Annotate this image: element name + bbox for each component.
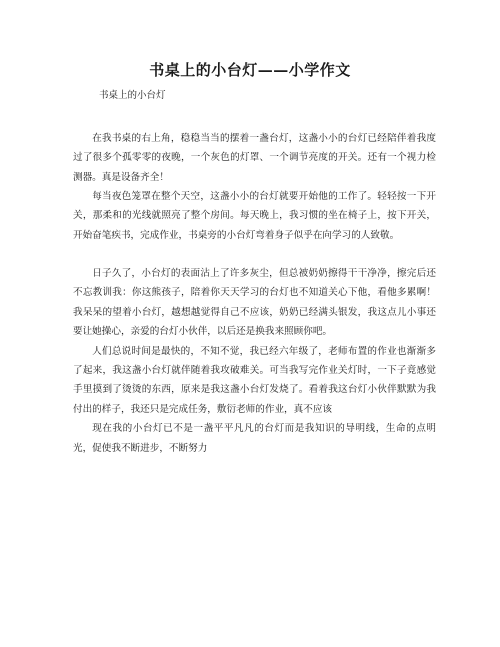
paragraph: 在我书桌的右上角，稳稳当当的摆着一盏台灯，这盏小小的台灯已经陪伴着我度过了很多个孤零零的夜晚，一个灰色的灯罩、一个调节亮度的开关。还有一个视力检测器。真是设备齐全！ — [73, 133, 436, 183]
paragraph: 日子久了，小台灯的表面沾上了许多灰尘，但总被奶奶擦得干干净净，擦完后还不忘教训我：你这熊孩子，陪着你天天学习的台灯也不知道关心下他，看他多累啊！我呆呆的望着小台灯，越想越觉得自己不应该，奶奶已经满头银发，我这点儿小事还要让她操心，亲爱的台灯小伙伴，以后还是换我来照顾你吧。 — [73, 268, 436, 338]
paragraph-block-1 — [73, 129, 436, 187]
paragraph: 每当夜色笼罩在整个天空，这盏小小的台灯就要开始他的工作了。轻轻按一下开关，那柔和的光线就照亮了整个房间。每天晚上，我习惯的坐在椅子上，按下开关，开始奋笔疾书，完成作业，书桌旁的小台灯弯着身子似乎在向学习的人致敬。 — [73, 191, 436, 241]
document-subtitle: 书桌上的小台灯 — [99, 90, 166, 101]
paragraph-block-2 — [73, 187, 436, 245]
paragraph: 现在我的小台灯已不是一盏平平凡凡的台灯而是我知识的导明线，生命的点明光，促使我不断进步，不断努力 — [73, 423, 436, 454]
document-title: 书桌上的小台灯——小学作文 — [149, 61, 351, 79]
paragraph: 人们总说时间是最快的，不知不觉，我已经六年级了，老师布置的作业也渐渐多了起来，我这盏小台灯就伴随着我攻破难关。可当我写完作业关灯时，一下子竟感觉手里摸到了烫烫的东西，原来是我这盏小台灯发烧了。看着我这台灯小伙伴默默为我付出的样子，我还只是完成任务，敷衍老师的作业，真不应该 — [73, 345, 436, 415]
paragraph-block-3 — [73, 264, 436, 458]
